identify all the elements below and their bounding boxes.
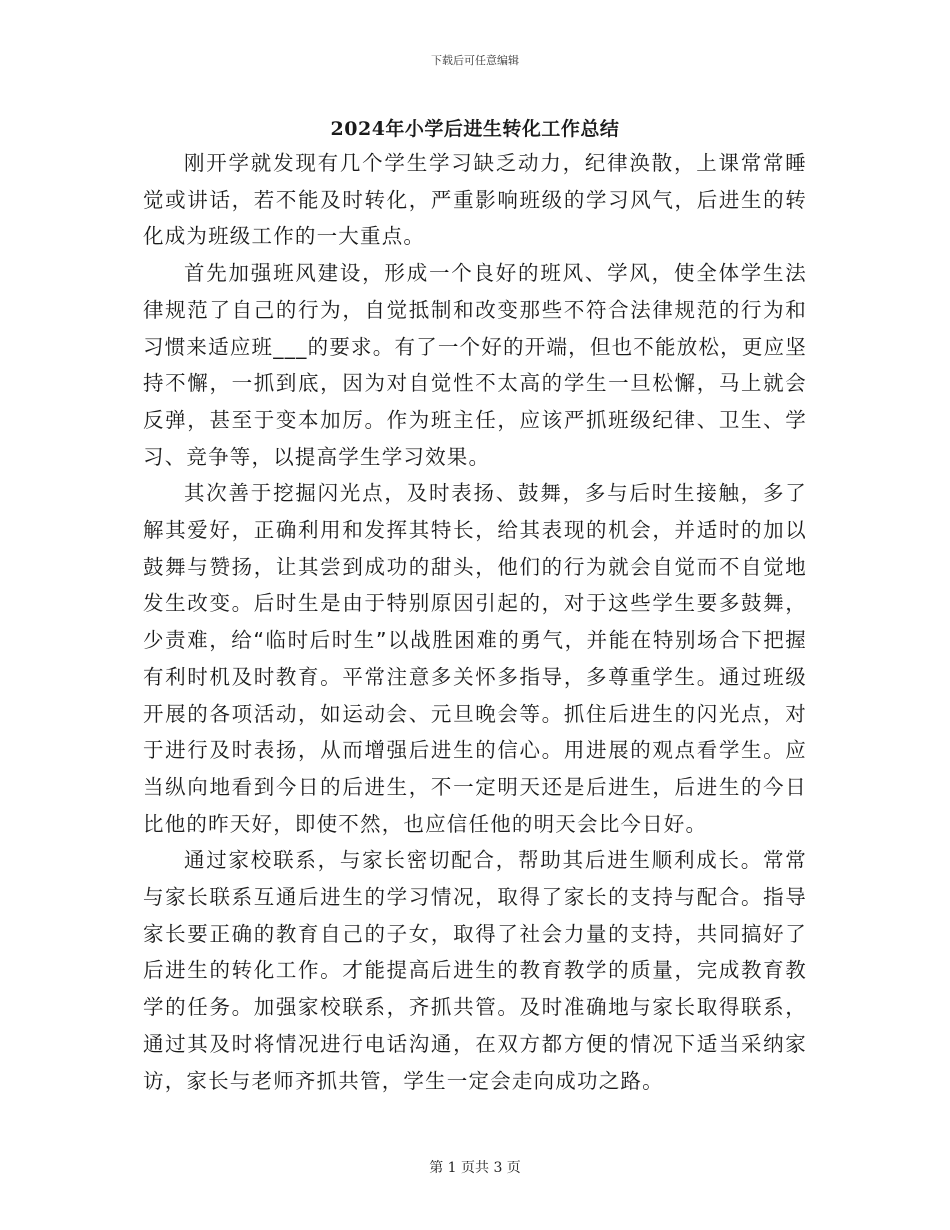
paragraph-1: 刚开学就发现有几个学生学习缺乏动力，纪律涣散，上课常常睡觉或讲话，若不能及时转化，严重影响班级的学习风气，后进生的转化成为班级工作的一大重点。: [143, 151, 807, 249]
document-title: 2024年小学后进生转化工作总结: [330, 118, 620, 140]
header-note: 下载后可任意编辑: [431, 54, 519, 67]
document-body: [143, 145, 807, 1099]
paragraph-2: 首先加强班风建设，形成一个良好的班风、学风，使全体学生法律规范了自己的行为，自觉抵制和改变那些不符合法律规范的行为和习惯来适应班___的要求。有了一个好的开端，但也不能放松，更应坚持不懈，一抓到底，因为对自觉性不太高的学生一旦松懈，马上就会反弹，甚至于变本加厉。作为班主任，应该严抓班级纪律、卫生、学习、竞争等，以提高学生学习效果。: [143, 261, 807, 469]
paragraph-3: 其次善于挖掘闪光点，及时表扬、鼓舞，多与后时生接触，多了解其爱好，正确利用和发挥其特长，给其表现的机会，并适时的加以鼓舞与赞扬，让其尝到成功的甜头，他们的行为就会自觉而不自觉地发生改变。后时生是由于特别原因引起的，对于这些学生要多鼓舞，少责难，给“临时后时生”以战胜困难的勇气，并能在特别场合下把握有利时机及时教育。平常注意多关怀多指导，多尊重学生。通过班级开展的各项活动，如运动会、元旦晚会等。抓住后进生的闪光点，对于进行及时表扬，从而增强后进生的信心。用进展的观点看学生。应当纵向地看到今日的后进生，不一定明天还是后进生，后进生的今日比他的昨天好，即使不然，也应信任他的明天会比今日好。: [143, 481, 807, 836]
paragraph-4: 通过家校联系，与家长密切配合，帮助其后进生顺利成长。常常与家长联系互通后进生的学习情况，取得了家长的支持与配合。指导家长要正确的教育自己的子女，取得了社会力量的支持，共同搞好了后进生的转化工作。才能提高后进生的教育教学的质量，完成教育教学的任务。加强家校联系，齐抓共管。及时准确地与家长取得联系，通过其及时将情况进行电话沟通，在双方都方便的情况下适当采纳家访，家长与老师齐抓共管，学生一定会走向成功之路。: [143, 848, 807, 1093]
page-number: 第 1 页共 3 页: [429, 1160, 521, 1176]
